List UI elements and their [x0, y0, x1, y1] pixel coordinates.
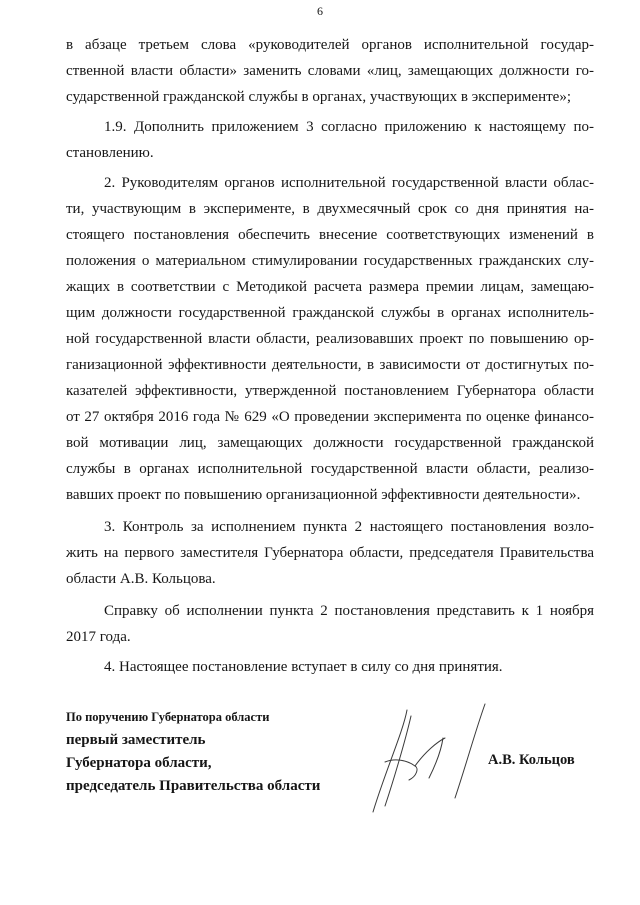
text-line: службы в органах исполнительной государственной власти области, реализо- [66, 461, 594, 477]
signatory-name: А.В. Кольцов [488, 752, 575, 768]
text-line: ственной власти области» заменить словами «лиц, замещающих должности го- [66, 63, 594, 79]
page-number: 6 [317, 4, 323, 18]
paragraph-1-9 [66, 114, 594, 166]
text-line: вавших проект по повышению организационной эффективности деятельности». [66, 487, 581, 503]
signatory-title-line: По поручению Губернатора области [66, 710, 270, 724]
text-line: стоящего постановления обеспечить внесение соответствующих изменений в [66, 227, 594, 243]
text-line: 2. Руководителям органов исполнительной государственной власти облас- [104, 175, 594, 191]
text-line: области А.В. Кольцова. [66, 571, 216, 587]
text-line: ти, участвующим в эксперименте, в двухмесячный срок со дня принятия на- [66, 201, 594, 217]
text-line: 2017 года. [66, 629, 131, 645]
text-line: ной государственной власти области, реализовавших проект по повышению ор- [66, 331, 594, 347]
paragraph-2 [66, 170, 594, 508]
signatory-title-line: председатель Правительства области [66, 778, 321, 794]
text-line: сударственной гражданской службы в органах, участвующих в эксперименте»; [66, 89, 571, 105]
text-line: казателей эффективности, утвержденной постановлением Губернатора области [66, 383, 594, 399]
text-line: 3. Контроль за исполнением пункта 2 настоящего постановления возло- [104, 519, 594, 535]
text-line: положения о материальном стимулировании государственных гражданских слу- [66, 253, 594, 269]
text-line: становлению. [66, 145, 154, 161]
text-line: вой мотивации лиц, замещающих должности государственной гражданской [66, 435, 594, 451]
text-line: Справку об исполнении пункта 2 постановления представить к 1 ноября [104, 603, 594, 619]
text-line: щим должности государственной гражданской службы в органах исполнитель- [66, 305, 594, 321]
signatory-title-line: первый заместитель [66, 732, 206, 748]
signatory-title-line: Губернатора области, [66, 755, 212, 771]
text-line: жащих в соответствии с Методикой расчета размера премии лицам, замещаю- [66, 279, 594, 295]
text-line: от 27 октября 2016 года № 629 «О проведении эксперимента по оценке финансо- [66, 409, 594, 425]
text-line: ганизационной эффективности деятельности, в зависимости от достигнутых по- [66, 357, 594, 373]
signatory-title-block [66, 706, 320, 798]
text-line: 4. Настоящее постановление вступает в силу со дня принятия. [104, 659, 503, 675]
handwritten-signature [345, 702, 495, 822]
text-line: жить на первого заместителя Губернатора области, председателя Правительства [66, 545, 594, 561]
text-line: в абзаце третьем слова «руководителей органов исполнительной государ- [66, 37, 594, 53]
paragraph-4 [66, 654, 594, 680]
paragraph-amendment-wording [66, 32, 594, 110]
paragraph-3 [66, 514, 594, 592]
paragraph-report [66, 598, 594, 650]
text-line: 1.9. Дополнить приложением 3 согласно приложению к настоящему по- [104, 119, 594, 135]
